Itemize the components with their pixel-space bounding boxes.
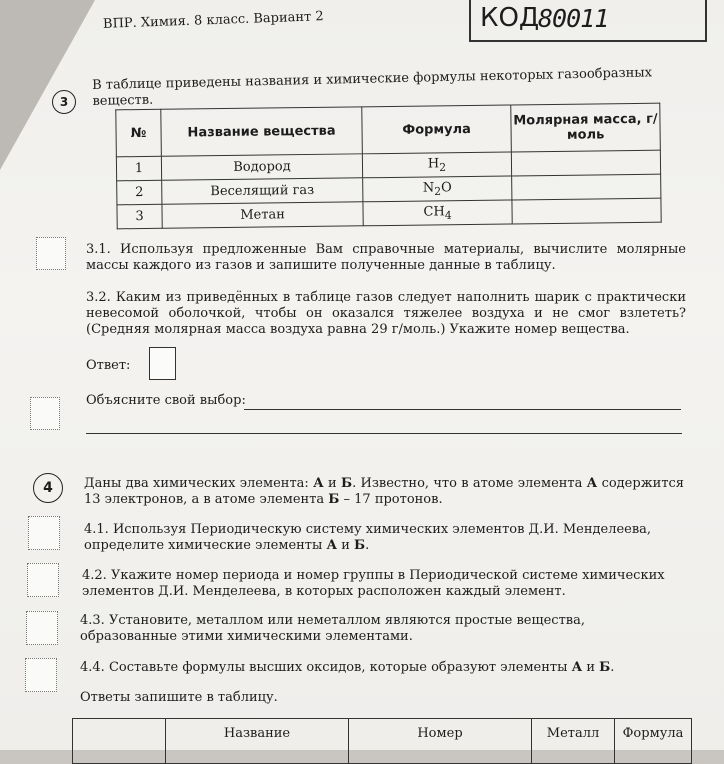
answer-col-header	[73, 719, 166, 764]
row-name: Веселящий газ	[162, 178, 363, 204]
col-mass-header: Молярная масса, г/моль	[511, 103, 661, 152]
q-text: 4.4. Составьте формулы высших оксидов, которые образуют элементы	[80, 660, 572, 675]
row-mass-input[interactable]	[512, 198, 661, 224]
formula-base: CH	[423, 204, 444, 219]
question-3-1: 3.1. Используя предложенные Вам справочные материалы, вычислите молярные массы каждого из газов и запишите полученные данные в таблицу.	[86, 242, 686, 274]
task-3-intro: В таблице приведены названия и химические формулы некоторых газообразных веществ.	[92, 64, 693, 110]
formula-base: N	[423, 180, 435, 195]
col-name-header: Название вещества	[161, 107, 363, 156]
task-4-number: 4	[33, 473, 63, 503]
formula-sub: 2	[434, 185, 441, 198]
element-a-label: А	[313, 476, 324, 491]
row-name: Водород	[161, 154, 362, 180]
kod-value: 80011	[538, 4, 608, 33]
question-4-4	[80, 660, 684, 676]
task-3-number: 3	[52, 90, 76, 114]
task-4-intro	[84, 476, 684, 508]
score-box-4-4[interactable]	[25, 658, 57, 692]
formula-tail: O	[441, 180, 452, 195]
element-a-label: А	[587, 476, 598, 491]
score-box-4-2[interactable]	[27, 563, 59, 597]
question-4-1	[84, 522, 684, 554]
explain-line-2[interactable]	[86, 433, 682, 434]
question-3-2: 3.2. Каким из приведённых в таблице газов следует наполнить шарик с практически невесомой оболочкой, чтобы он оказался тяжелее воздуха и не смог взлететь? (Средняя молярная масса воздуха равна 29 г/моль.) Укажите номер вещества.	[86, 290, 686, 338]
question-4-2: 4.2. Укажите номер периода и номер группы в Периодической системе химических элементов Д.И. Менделеева, в которых расположен каждый элемент.	[82, 568, 684, 600]
row-name: Метан	[162, 202, 363, 228]
intro-text: содержится 13 электронов, а в атоме элемента	[84, 476, 684, 507]
score-box-3-2[interactable]	[30, 397, 60, 430]
question-4-3: 4.3. Установите, металлом или неметаллом являются простые вещества, образованные этими химическими элементами.	[80, 613, 684, 645]
element-a-label: А	[572, 660, 583, 675]
gas-table	[115, 103, 661, 230]
score-box-4-3[interactable]	[26, 611, 58, 645]
element-b-label: Б	[354, 538, 365, 553]
element-b-label: Б	[599, 660, 610, 675]
answer-col-header: Металл	[532, 719, 615, 764]
element-a-label: А	[326, 538, 337, 553]
page-fold	[0, 0, 95, 170]
score-box-4-1[interactable]	[28, 516, 60, 550]
answer-col-header: Формула	[615, 719, 692, 764]
formula-base: H	[428, 156, 440, 171]
explain-label: Объясните свой выбор:	[86, 393, 246, 409]
q-text: .	[365, 538, 369, 553]
col-formula-header: Формула	[362, 105, 512, 154]
intro-text: и	[324, 476, 341, 491]
q-text: и	[582, 660, 599, 675]
intro-text: Даны два химических элемента:	[84, 476, 313, 491]
answer-table-header	[73, 719, 692, 764]
row-formula	[363, 176, 512, 202]
answer-label: Ответ:	[86, 358, 130, 374]
col-num-header: №	[116, 109, 162, 157]
gas-table-header	[116, 103, 661, 157]
formula-sub: 4	[445, 209, 452, 222]
row-mass-input[interactable]	[511, 150, 660, 176]
answer-col-header: Номер	[349, 719, 532, 764]
intro-text: – 17 протонов.	[339, 492, 442, 507]
intro-text: . Известно, что в атоме элемента	[352, 476, 587, 491]
kod-label: КОД	[480, 3, 539, 33]
explain-line-1[interactable]	[244, 409, 681, 410]
answer-box-3-2[interactable]	[149, 347, 176, 380]
answer-col-header: Название	[166, 719, 349, 764]
element-b-label: Б	[341, 476, 352, 491]
row-num: 3	[117, 204, 162, 229]
row-mass-input[interactable]	[512, 174, 661, 200]
element-b-label: Б	[328, 492, 339, 507]
q-text: и	[337, 538, 354, 553]
formula-sub: 2	[439, 161, 446, 174]
q-text: .	[610, 660, 614, 675]
row-formula	[363, 200, 512, 226]
q-text: 4.1. Используя Периодическую систему химических элементов Д.И. Менделеева, определите химические элементы	[84, 522, 651, 553]
answer-table	[72, 718, 692, 764]
header-subject: ВПР. Химия. 8 класс. Вариант 2	[103, 9, 324, 33]
row-num: 1	[116, 156, 161, 181]
score-box-3-1[interactable]	[36, 237, 66, 270]
row-num: 2	[117, 180, 162, 205]
row-formula	[362, 152, 511, 178]
answers-note: Ответы запишите в таблицу.	[80, 690, 278, 706]
